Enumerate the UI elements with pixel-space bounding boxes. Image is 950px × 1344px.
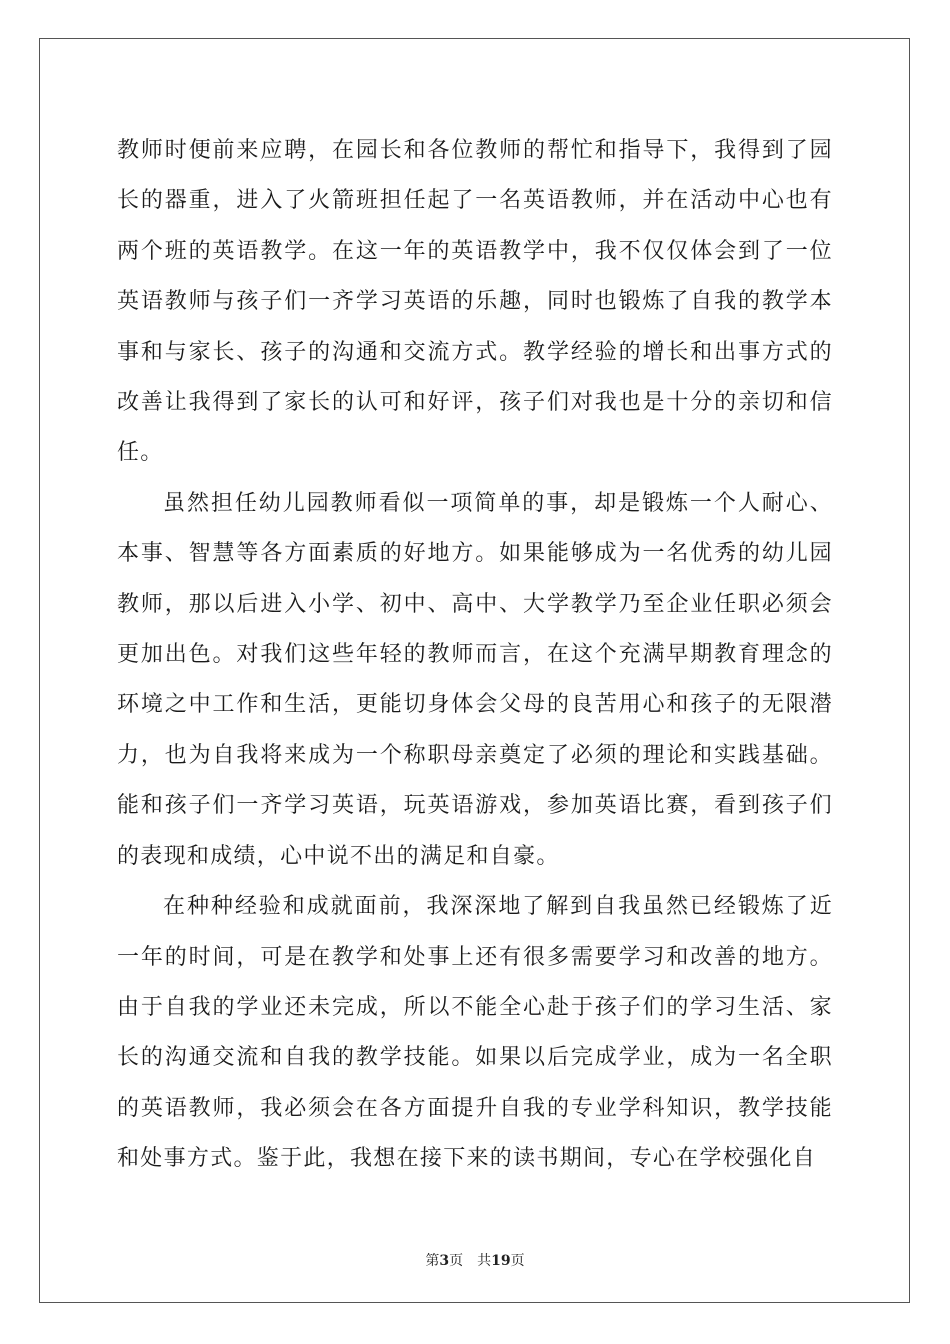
total-prefix: 共 (477, 1253, 492, 1269)
total-suffix: 页 (510, 1253, 525, 1269)
total-pages: 19 (491, 1253, 511, 1269)
page-suffix: 页 (449, 1253, 464, 1269)
paragraph-1: 教师时便前来应聘，在园长和各位教师的帮忙和指导下，我得到了园长的器重，进入了火箭班担任起了一名英语教师，并在活动中心也有两个班的英语教学。在这一年的英语教学中，我不仅仅体会到了一位英语教师与孩子们一齐学习英语的乐趣，同时也锻炼了自我的教学本事和与家长、孩子的沟通和交流方式。教学经验的增长和出事方式的改善让我得到了家长的认可和好评，孩子们对我也是十分的亲切和信任。 (117, 138, 833, 466)
page-footer (0, 1250, 950, 1270)
paragraph-2: 虽然担任幼儿园教师看似一项简单的事，却是锻炼一个人耐心、本事、智慧等各方面素质的好地方。如果能够成为一名优秀的幼儿园教师，那以后进入小学、初中、高中、大学教学乃至企业任职必须会更加出色。对我们这些年轻的教师而言，在这个充满早期教育理念的环境之中工作和生活，更能切身体会父母的良苦用心和孩子的无限潜力，也为自我将来成为一个称职母亲奠定了必须的理论和实践基础。能和孩子们一齐学习英语，玩英语游戏，参加英语比赛，看到孩子们的表现和成绩，心中说不出的满足和自豪。 (117, 490, 833, 869)
page-prefix: 第 (425, 1253, 440, 1269)
page-number: 3 (439, 1253, 450, 1269)
paragraph-3: 在种种经验和成就面前，我深深地了解到自我虽然已经锻炼了近一年的时间，可是在教学和处事上还有很多需要学习和改善的地方。由于自我的学业还未完成，所以不能全心赴于孩子们的学习生活、家长的沟通交流和自我的教学技能。如果以后完成学业，成为一名全职的英语教师，我必须会在各方面提升自我的专业学科知识，教学技能和处事方式。鉴于此，我想在接下来的读书期间，专心在学校强化自 (117, 894, 833, 1172)
document-body (117, 126, 833, 1185)
